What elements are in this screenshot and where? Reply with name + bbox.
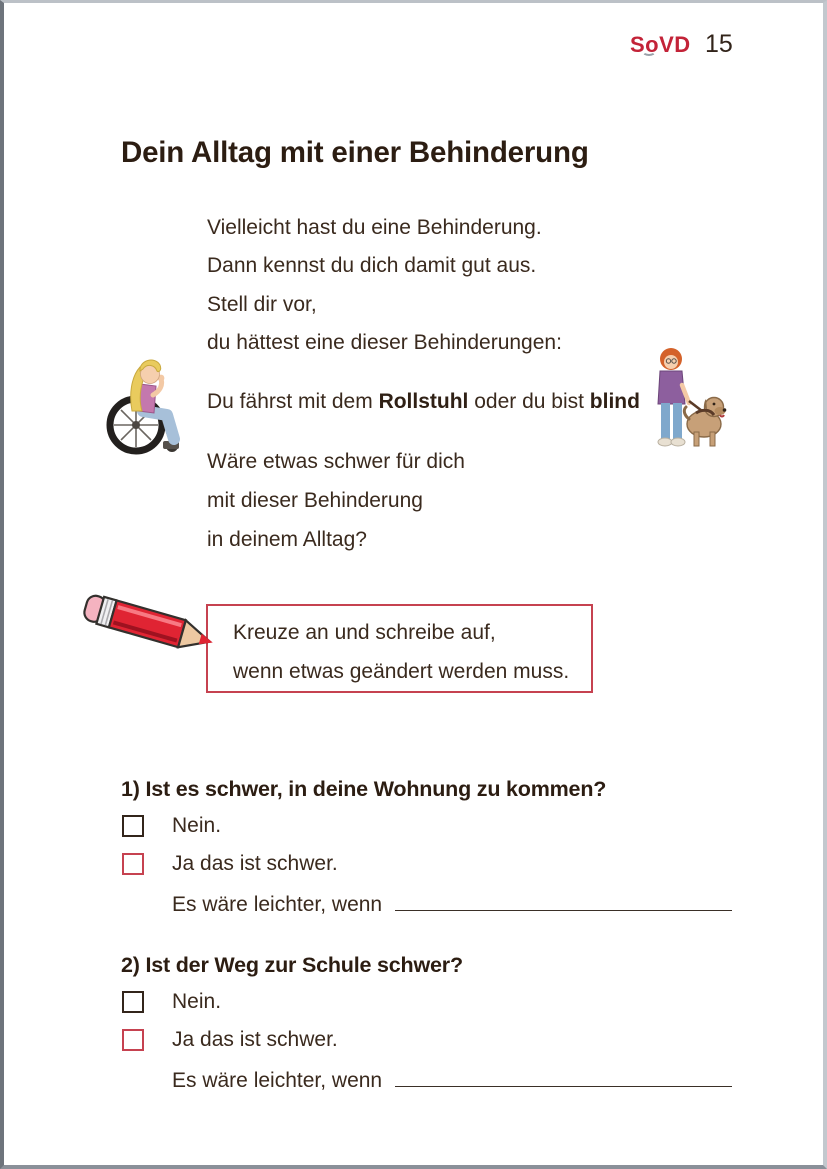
woman-with-guide-dog-illustration (648, 347, 728, 450)
question-2-option-ja (122, 1029, 732, 1051)
intro-paragraph-1 (207, 209, 562, 363)
intro-line: Stell dir vor, (207, 292, 317, 316)
sovd-logo (630, 34, 691, 56)
question-1 (121, 777, 732, 916)
fill-in-label: Es wäre leichter, wenn (172, 1069, 383, 1092)
intro-line: Wäre etwas schwer für dich (207, 450, 465, 473)
question-1-option-ja (122, 853, 732, 875)
checkbox-ja[interactable] (122, 853, 144, 875)
question-2-fill-in (172, 1070, 732, 1092)
page-title: Dein Alltag mit einer Behinderung (121, 136, 589, 169)
question-1-option-nein (122, 815, 732, 837)
option-label: Ja das ist schwer. (172, 852, 338, 875)
instruction-box (206, 604, 593, 693)
option-label: Nein. (172, 990, 222, 1013)
question-1-fill-in (172, 894, 732, 916)
instruction-line-1: Kreuze an und schreibe auf, (233, 621, 496, 644)
highlight-sentence (207, 389, 640, 415)
highlight-pre: Du fährst mit dem (207, 390, 379, 413)
highlight-mid: oder du bist (468, 390, 590, 413)
answer-line[interactable] (395, 1086, 732, 1087)
highlight-bold-rollstuhl: Rollstuhl (378, 390, 469, 413)
intro-line: Dann kennst du dich damit gut aus. (207, 254, 537, 278)
sovd-logo-text: SoVD (630, 32, 691, 57)
question-2-option-nein (122, 991, 732, 1013)
intro-line: mit dieser Behinderung (207, 489, 423, 512)
question-2-title: 2) Ist der Weg zur Schule schwer? (121, 953, 463, 977)
highlight-bold-blind: blind (589, 390, 640, 413)
option-label: Ja das ist schwer. (172, 1028, 338, 1051)
red-pencil-illustration (82, 577, 232, 665)
checkbox-nein[interactable] (122, 991, 144, 1013)
intro-line: in deinem Alltag? (207, 528, 367, 551)
option-label: Nein. (172, 814, 222, 837)
logo-smile-icon (642, 47, 656, 56)
checkbox-nein[interactable] (122, 815, 144, 837)
intro-line: Vielleicht hast du eine Behinderung. (207, 216, 542, 239)
intro-paragraph-2 (207, 442, 465, 559)
girl-in-wheelchair-illustration (103, 353, 195, 458)
checkbox-ja[interactable] (122, 1029, 144, 1051)
page-number: 15 (705, 30, 733, 58)
answer-line[interactable] (395, 910, 732, 911)
question-1-title: 1) Ist es schwer, in deine Wohnung zu kommen? (121, 777, 607, 801)
intro-line: du hättest eine dieser Behinderungen: (207, 331, 562, 355)
instruction-line-2: wenn etwas geändert werden muss. (233, 659, 570, 683)
question-2 (121, 953, 732, 1092)
fill-in-label: Es wäre leichter, wenn (172, 893, 383, 916)
